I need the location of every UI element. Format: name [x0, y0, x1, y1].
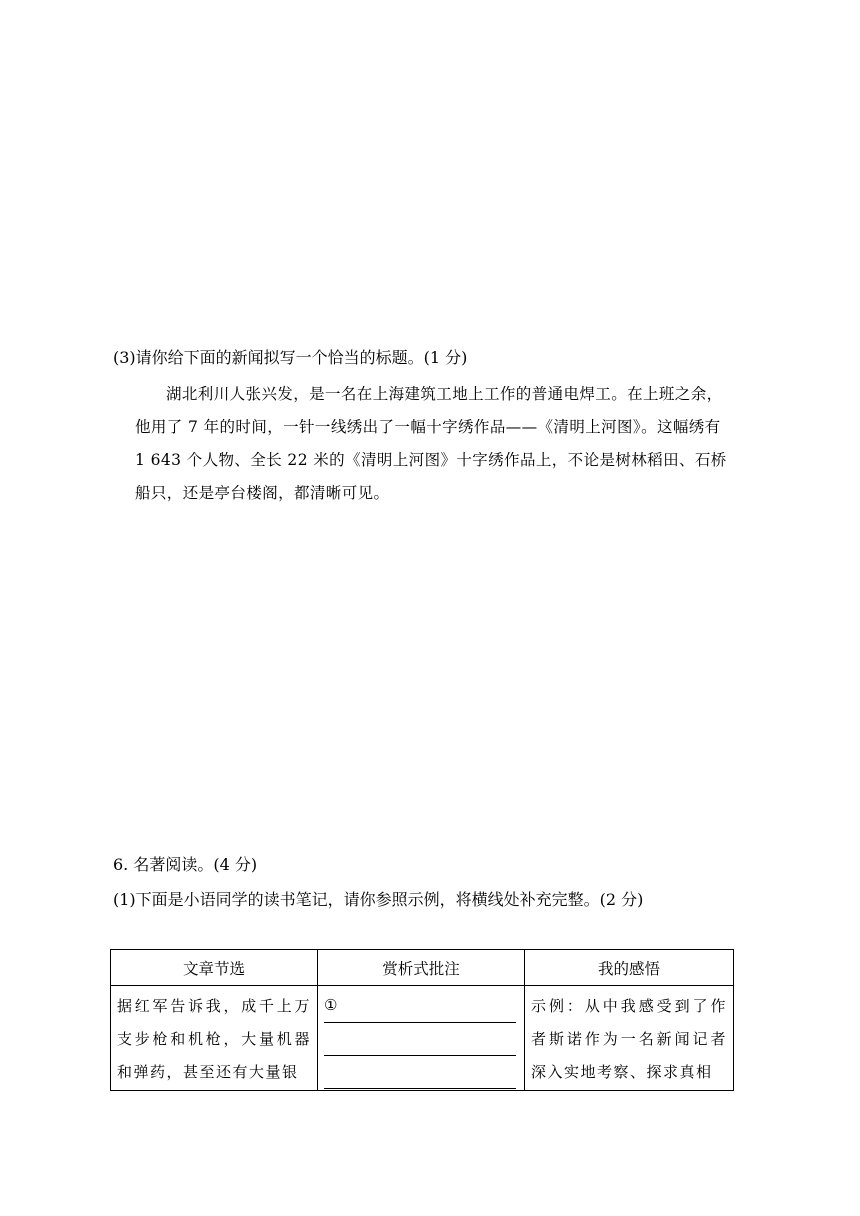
excerpt-text: 据红军告诉我，成千上万支步枪和机枪，大量机器和弹药，甚至还有大量银 — [117, 997, 311, 1081]
excerpt-cell — [111, 986, 318, 1091]
annotation-marker: ① — [324, 996, 338, 1014]
table-row — [111, 986, 734, 1091]
annotation-blank-line-1[interactable] — [324, 990, 516, 1023]
header-reflection: 我的感悟 — [525, 950, 734, 986]
header-excerpt: 文章节选 — [111, 950, 318, 986]
question-6-title: 6. 名著阅读。(4 分) — [113, 855, 258, 874]
annotation-blank-line-3[interactable] — [324, 1056, 516, 1089]
news-passage-text: 湖北利川人张兴发，是一名在上海建筑工地上工作的普通电焊工。在上班之余，他用了 7 年的时间，一针一线绣出了一幅十字绣作品——《清明上河图》。这幅绣有 1 643 个人物、全长 22 米的《清明上河图》十字绣作品上，不论是树林稻田、石桥船只，还是亭台楼阁，都清晰可见。 — [135, 385, 727, 502]
reflection-cell — [525, 986, 734, 1091]
question-6-sub-1: (1)下面是小语同学的读书笔记，请你参照示例，将横线处补充完整。(2 分) — [113, 890, 644, 909]
table-header-row — [111, 950, 734, 986]
news-passage — [135, 378, 735, 510]
annotation-cell[interactable] — [318, 986, 525, 1091]
reading-notes-table — [110, 949, 734, 1091]
question-3-title: (3)请你给下面的新闻拟写一个恰当的标题。(1 分) — [113, 348, 468, 367]
annotation-blank-line-2[interactable] — [324, 1023, 516, 1056]
reflection-text: 示例：从中我感受到了作者斯诺作为一名新闻记者深入实地考察、探求真相 — [531, 997, 727, 1081]
header-annotation: 赏析式批注 — [318, 950, 525, 986]
